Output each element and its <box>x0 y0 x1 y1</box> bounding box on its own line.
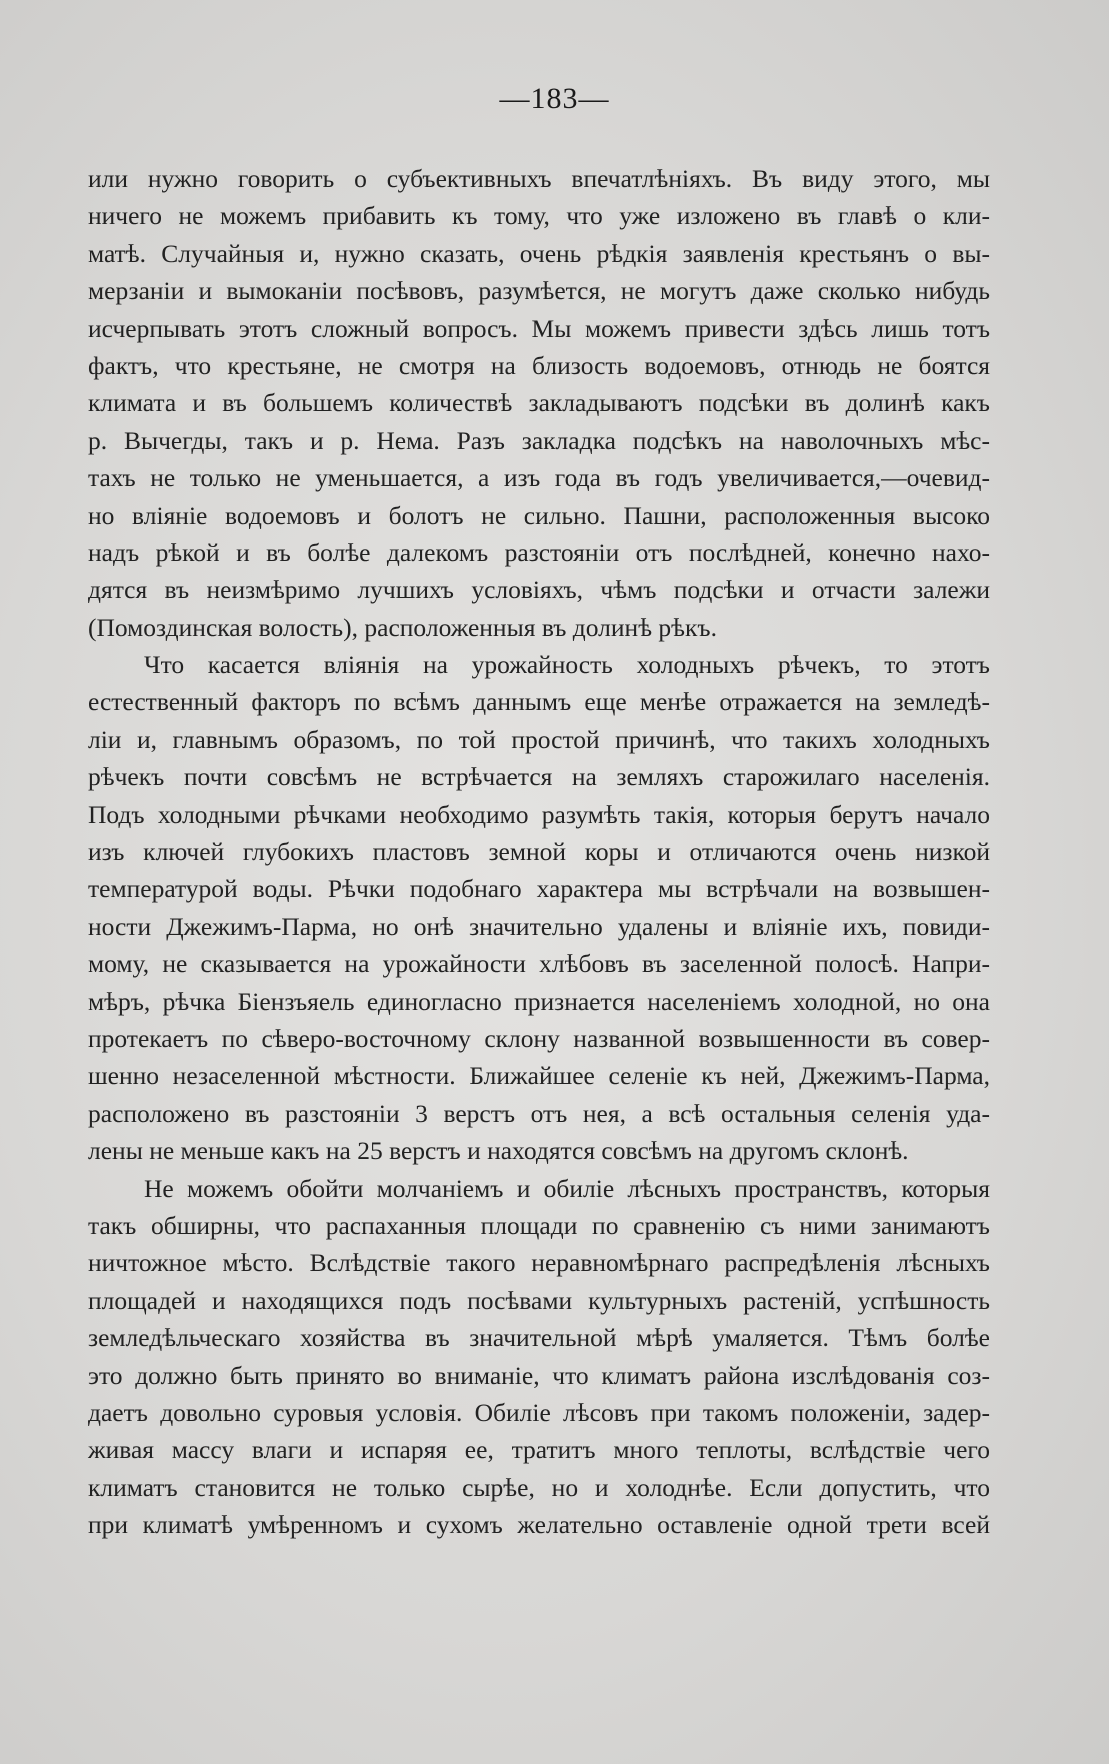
text-line: но вліяніе водоемовъ и болотъ не сильно. Пашни, расположенныя высоко <box>88 500 990 530</box>
text-line: это должно быть принято во вниманіе, что климатъ района изслѣдованія соз- <box>88 1360 990 1390</box>
text-line: мерзаніи и вымоканіи посѣвовъ, разумѣется, не могутъ даже сколько нибудь <box>88 276 990 306</box>
text-line: надъ рѣкой и въ болѣе далекомъ разстояніи отъ послѣдней, конечно нахо- <box>88 537 990 567</box>
text-line: такъ обширны, что распаханныя площади по сравненію съ ними занимаютъ <box>88 1210 990 1240</box>
text-line: Не можемъ обойти молчаніемъ и обиліе лѣсныхъ пространствъ, которыя <box>144 1173 990 1203</box>
page-number: —183— <box>499 82 610 115</box>
text-line: тахъ не только не уменьшается, а изъ года въ годъ увеличивается,—очевид- <box>88 463 990 493</box>
text-line: изъ ключей глубокихъ пластовъ земной коры и отличаются очень низкой <box>88 837 990 867</box>
text-line: ности Джежимъ-Парма, но онѣ значительно удалены и вліяніе ихъ, повиди- <box>88 911 990 941</box>
text-line: расположено въ разстояніи 3 верстъ отъ нея, а всѣ остальныя селенія уда- <box>88 1098 990 1128</box>
text-line: р. Вычегды, такъ и р. Нема. Разъ закладка подсѣкъ на наволочныхъ мѣс- <box>88 425 990 455</box>
text-line: при климатѣ умѣренномъ и сухомъ желательно оставленіе одной трети всей <box>88 1510 990 1540</box>
text-line: (Помоздинская волость), расположенныя въ долинѣ рѣкъ. <box>88 612 717 642</box>
text-line: температурой воды. Рѣчки подобнаго характера мы встрѣчали на возвышен- <box>88 874 990 904</box>
text-line: живая массу влаги и испаряя ее, тратитъ много теплоты, вслѣдствіе чего <box>88 1435 990 1465</box>
text-line: ничего не можемъ прибавить къ тому, что уже изложено въ главѣ о кли- <box>88 201 990 231</box>
body-text <box>88 160 990 1543</box>
text-line: климата и въ большемъ количествѣ закладываютъ подсѣки въ долинѣ какъ <box>88 388 990 418</box>
text-line: площадей и находящихся подъ посѣвами культурныхъ растеній, успѣшность <box>88 1285 990 1315</box>
text-line: ничтожное мѣсто. Вслѣдствіе такого неравномѣрнаго распредѣленія лѣсныхъ <box>88 1248 990 1278</box>
text-line: Что касается вліянія на урожайность холодныхъ рѣчекъ, то этотъ <box>144 650 990 680</box>
text-line: протекаетъ по сѣверо-восточному склону названной возвышенности въ совер- <box>88 1023 990 1053</box>
text-line: мѣръ, рѣчка Біензъяель единогласно признается населеніемъ холодной, но она <box>88 986 990 1016</box>
text-line: Подъ холодными рѣчками необходимо разумѣть такія, которыя берутъ начало <box>88 799 990 829</box>
text-line: мому, не сказывается на урожайности хлѣбовъ въ заселенной полосѣ. Напри- <box>88 949 990 979</box>
text-line: рѣчекъ почти совсѣмъ не встрѣчается на земляхъ старожилаго населенія. <box>88 762 990 792</box>
text-line: лены не меньше какъ на 25 верстъ и находятся совсѣмъ на другомъ склонѣ. <box>88 1136 909 1166</box>
text-line: шенно незаселенной мѣстности. Ближайшее селеніе къ ней, Джежимъ-Парма, <box>88 1061 990 1091</box>
text-line: или нужно говорить о субъективныхъ впечатлѣніяхъ. Въ виду этого, мы <box>88 164 990 193</box>
text-line: земледѣльческаго хозяйства въ значительной мѣрѣ умаляется. Тѣмъ болѣе <box>88 1323 990 1353</box>
text-line: даетъ довольно суровыя условія. Обиліе лѣсовъ при такомъ положеніи, задер- <box>88 1397 990 1427</box>
text-line: естественный факторъ по всѣмъ даннымъ еще менѣе отражается на земледѣ- <box>88 687 990 717</box>
text-line: ліи и, главнымъ образомъ, по той простой причинѣ, что такихъ холодныхъ <box>88 724 990 754</box>
text-line: климатъ становится не только сырѣе, но и холоднѣе. Если допустить, что <box>88 1472 990 1502</box>
text-line: фактъ, что крестьяне, не смотря на близость водоемовъ, отнюдь не боятся <box>88 350 990 380</box>
text-line: дятся въ неизмѣримо лучшихъ условіяхъ, чѣмъ подсѣки и отчасти залежи <box>88 575 990 605</box>
text-line: матѣ. Случайныя и, нужно сказать, очень рѣдкія заявленія крестьянъ о вы- <box>88 238 990 268</box>
text-line: исчерпывать этотъ сложный вопросъ. Мы можемъ привести здѣсь лишь тотъ <box>88 313 990 343</box>
